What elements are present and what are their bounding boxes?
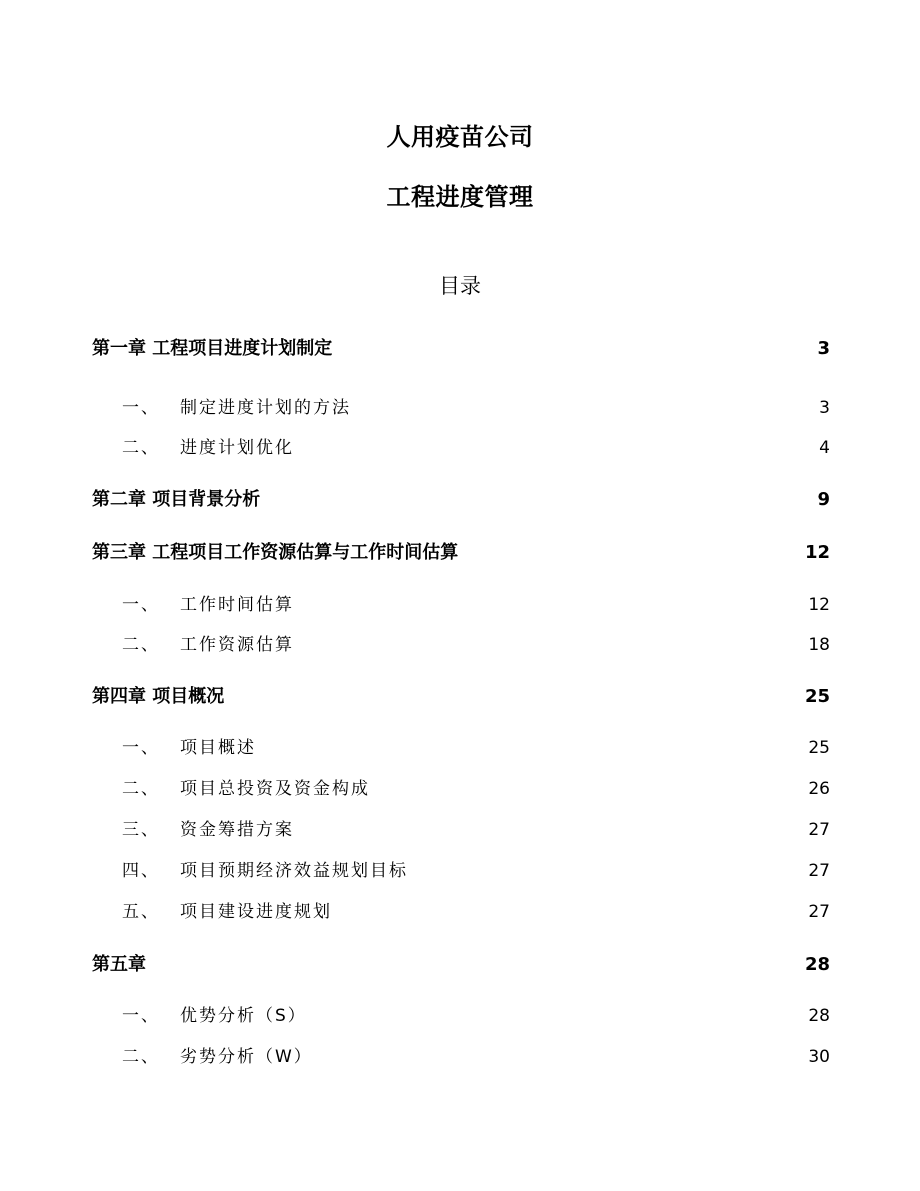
toc-entry-title: 劣势分析（W） [180, 1047, 313, 1067]
toc-entry-title: 第三章 工程项目工作资源估算与工作时间估算 [92, 542, 459, 563]
toc-entry-title: 工作资源估算 [180, 635, 294, 655]
toc-section-entry[interactable] [122, 777, 830, 801]
toc-section-entry[interactable] [122, 859, 830, 883]
toc-section-number: 五、 [122, 902, 160, 922]
toc-entry-title: 工作时间估算 [180, 595, 294, 615]
toc-section-entry[interactable] [122, 818, 830, 842]
toc-heading: 目录 [439, 274, 481, 298]
toc-entry-title: 项目建设进度规划 [180, 902, 332, 922]
toc-section-entry[interactable] [122, 593, 830, 617]
toc-page-number: 18 [808, 635, 830, 655]
document-subtitle: 工程进度管理 [386, 183, 534, 211]
toc-section-entry[interactable] [122, 633, 830, 657]
toc-section-number: 一、 [122, 738, 160, 758]
toc-section-number: 一、 [122, 398, 160, 418]
toc-chapter-entry[interactable] [92, 336, 830, 362]
toc-section-number: 一、 [122, 1006, 160, 1026]
toc-chapter-entry[interactable] [92, 684, 830, 710]
toc-page-number: 28 [808, 1006, 830, 1026]
document-title: 人用疫苗公司 [386, 123, 534, 151]
toc-page-number: 3 [817, 338, 830, 359]
toc-section-entry[interactable] [122, 736, 830, 760]
toc-page-number: 9 [817, 489, 830, 510]
toc-entry-title: 优势分析（S） [180, 1006, 307, 1026]
toc-page-number: 4 [819, 438, 830, 458]
toc-entry-title: 第一章 工程项目进度计划制定 [92, 338, 333, 359]
toc-section-entry[interactable] [122, 900, 830, 924]
toc-page-number: 28 [804, 954, 830, 975]
toc-page-number: 25 [808, 738, 830, 758]
toc-page-number: 27 [808, 820, 830, 840]
toc-section-number: 二、 [122, 1047, 160, 1067]
toc-entry-title: 第二章 项目背景分析 [92, 489, 261, 510]
toc-section-entry[interactable] [122, 1004, 830, 1028]
toc-page-number: 30 [808, 1047, 830, 1067]
toc-section-number: 二、 [122, 779, 160, 799]
toc-page-number: 25 [804, 686, 830, 707]
toc-entry-title: 制定进度计划的方法 [180, 398, 351, 418]
toc-chapter-entry[interactable] [92, 952, 830, 978]
toc-entry-title: 第四章 项目概况 [92, 686, 225, 707]
toc-section-number: 三、 [122, 820, 160, 840]
toc-page-number: 26 [808, 779, 830, 799]
toc-section-number: 一、 [122, 595, 160, 615]
toc-entry-title: 项目总投资及资金构成 [180, 779, 370, 799]
toc-page-number: 12 [804, 542, 830, 563]
toc-section-number: 二、 [122, 438, 160, 458]
toc-entry-title: 第五章 [92, 954, 146, 975]
toc-section-entry[interactable] [122, 436, 830, 460]
toc-section-number: 二、 [122, 635, 160, 655]
toc-chapter-entry[interactable] [92, 540, 830, 566]
toc-page-number: 27 [808, 902, 830, 922]
toc-section-entry[interactable] [122, 396, 830, 420]
toc-section-entry[interactable] [122, 1045, 830, 1069]
toc-page-number: 27 [808, 861, 830, 881]
toc-section-number: 四、 [122, 861, 160, 881]
toc-page-number: 3 [819, 398, 830, 418]
toc-entry-title: 项目概述 [180, 738, 256, 758]
toc-entry-title: 进度计划优化 [180, 438, 294, 458]
toc-entry-title: 项目预期经济效益规划目标 [180, 861, 408, 881]
toc-chapter-entry[interactable] [92, 487, 830, 513]
toc-entry-title: 资金筹措方案 [180, 820, 294, 840]
toc-page-number: 12 [808, 595, 830, 615]
